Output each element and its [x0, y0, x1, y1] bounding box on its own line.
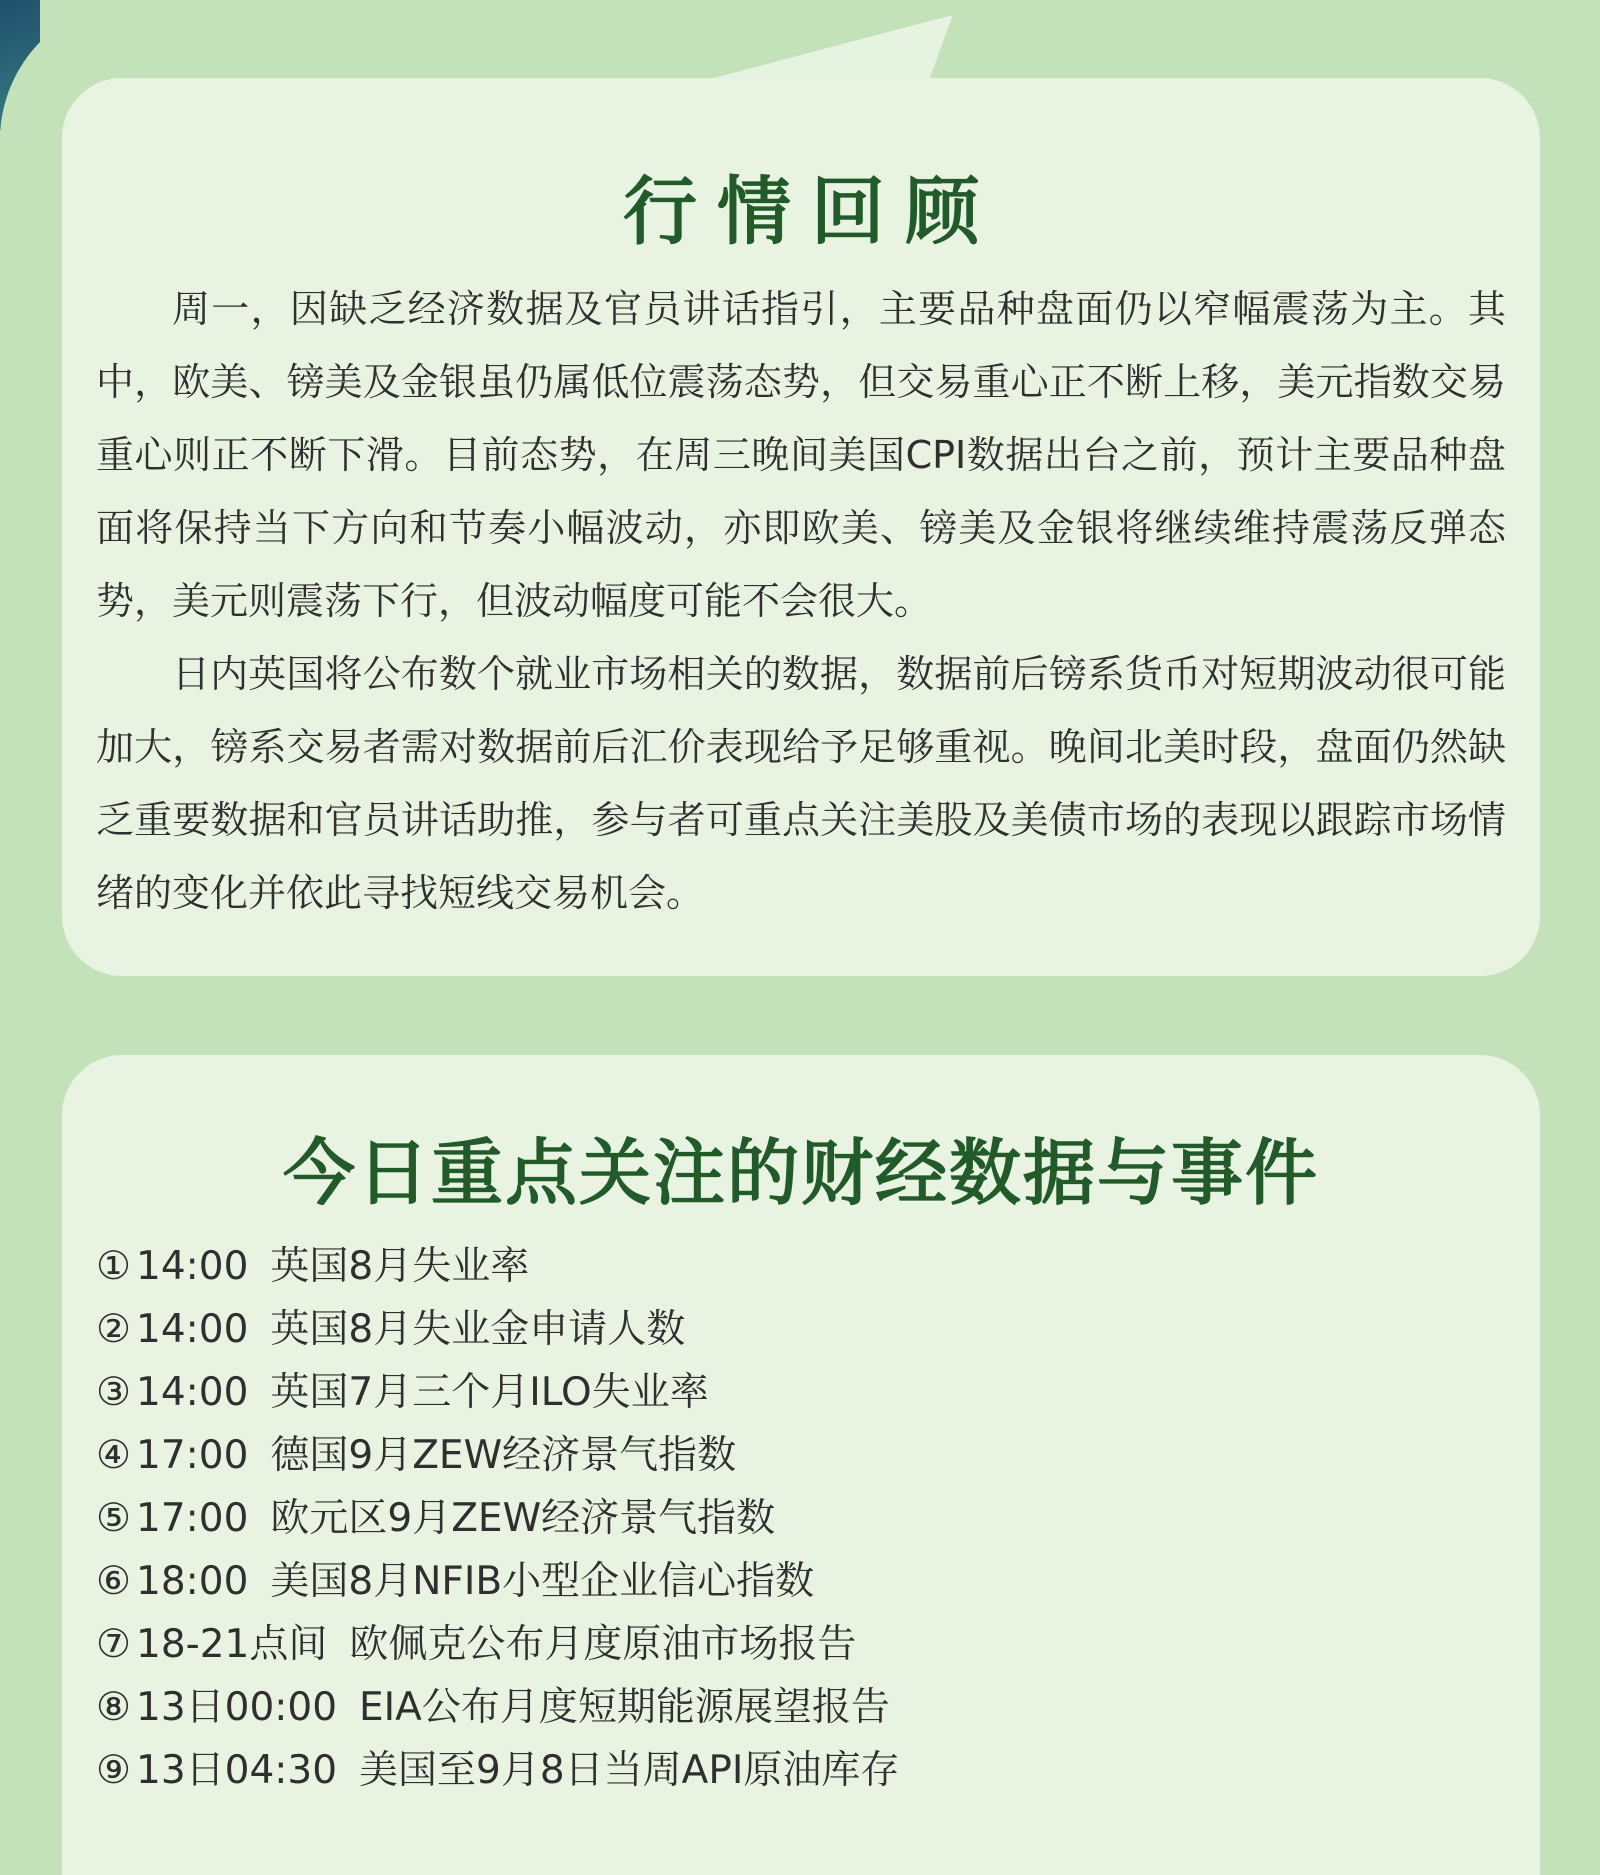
- review-paragraph: 周一，因缺乏经济数据及官员讲话指引，主要品种盘面仍以窄幅震荡为主。其中，欧美、镑美及金银虽仍属低位震荡态势，但交易重心正不断上移，美元指数交易重心则正不断下滑。目前态势，在周三晚间美国CPI数据出台之前，预计主要品种盘面将保持当下方向和节奏小幅波动，亦即欧美、镑美及金银将继续维持震荡反弹态势，美元则震荡下行，但波动幅度可能不会很大。: [96, 287, 1506, 623]
- event-number: ⑧: [96, 1685, 131, 1730]
- event-time: 14:00: [136, 1244, 249, 1289]
- event-item: [96, 1487, 1506, 1550]
- event-number: ③: [96, 1370, 131, 1415]
- event-item: [96, 1550, 1506, 1613]
- event-number: ⑥: [96, 1559, 131, 1604]
- key-events-title: 今日重点关注的财经数据与事件: [282, 1131, 1319, 1215]
- event-description: 欧元区9月ZEW经济景气指数: [270, 1496, 776, 1541]
- event-time: 17:00: [136, 1496, 249, 1541]
- event-item: [96, 1676, 1506, 1739]
- event-description: 英国8月失业金申请人数: [270, 1307, 686, 1352]
- market-review-body: [96, 273, 1506, 930]
- event-number: ②: [96, 1307, 131, 1352]
- event-description: 欧佩克公布月度原油市场报告: [349, 1622, 857, 1667]
- event-description: 德国9月ZEW经济景气指数: [270, 1433, 737, 1478]
- market-review-card: [62, 78, 1540, 976]
- event-number: ⑤: [96, 1496, 131, 1541]
- event-item: [96, 1739, 1506, 1802]
- event-description: 美国8月NFIB小型企业信心指数: [270, 1559, 815, 1604]
- key-events-card: [62, 1055, 1540, 1875]
- event-item: [96, 1298, 1506, 1361]
- event-time: 18-21点间: [136, 1622, 328, 1667]
- event-item: [96, 1613, 1506, 1676]
- review-paragraph: 日内英国将公布数个就业市场相关的数据，数据前后镑系货币对短期波动很可能加大，镑系交易者需对数据前后汇价表现给予足够重视。晚间北美时段，盘面仍然缺乏重要数据和官员讲话助推，参与者可重点关注美股及美债市场的表现以跟踪市场情绪的变化并依此寻找短线交易机会。: [96, 652, 1506, 915]
- events-list: [96, 1235, 1506, 1802]
- event-time: 14:00: [136, 1370, 249, 1415]
- event-item: [96, 1235, 1506, 1298]
- event-number: ①: [96, 1244, 131, 1289]
- event-time: 17:00: [136, 1433, 249, 1478]
- speech-bubble-tail: [687, 15, 952, 85]
- event-description: EIA公布月度短期能源展望报告: [359, 1685, 890, 1730]
- event-number: ⑦: [96, 1622, 131, 1667]
- event-number: ⑨: [96, 1748, 131, 1793]
- event-time: 14:00: [136, 1307, 249, 1352]
- event-time: 18:00: [136, 1559, 249, 1604]
- market-review-title: 行情回顾: [623, 169, 999, 255]
- event-number: ④: [96, 1433, 131, 1478]
- event-time: 13日04:30: [136, 1748, 338, 1793]
- event-description: 英国8月失业率: [270, 1244, 530, 1289]
- event-description: 美国至9月8日当周API原油库存: [359, 1748, 900, 1793]
- event-item: [96, 1424, 1506, 1487]
- event-item: [96, 1361, 1506, 1424]
- event-description: 英国7月三个月ILO失业率: [270, 1370, 709, 1415]
- event-time: 13日00:00: [136, 1685, 338, 1730]
